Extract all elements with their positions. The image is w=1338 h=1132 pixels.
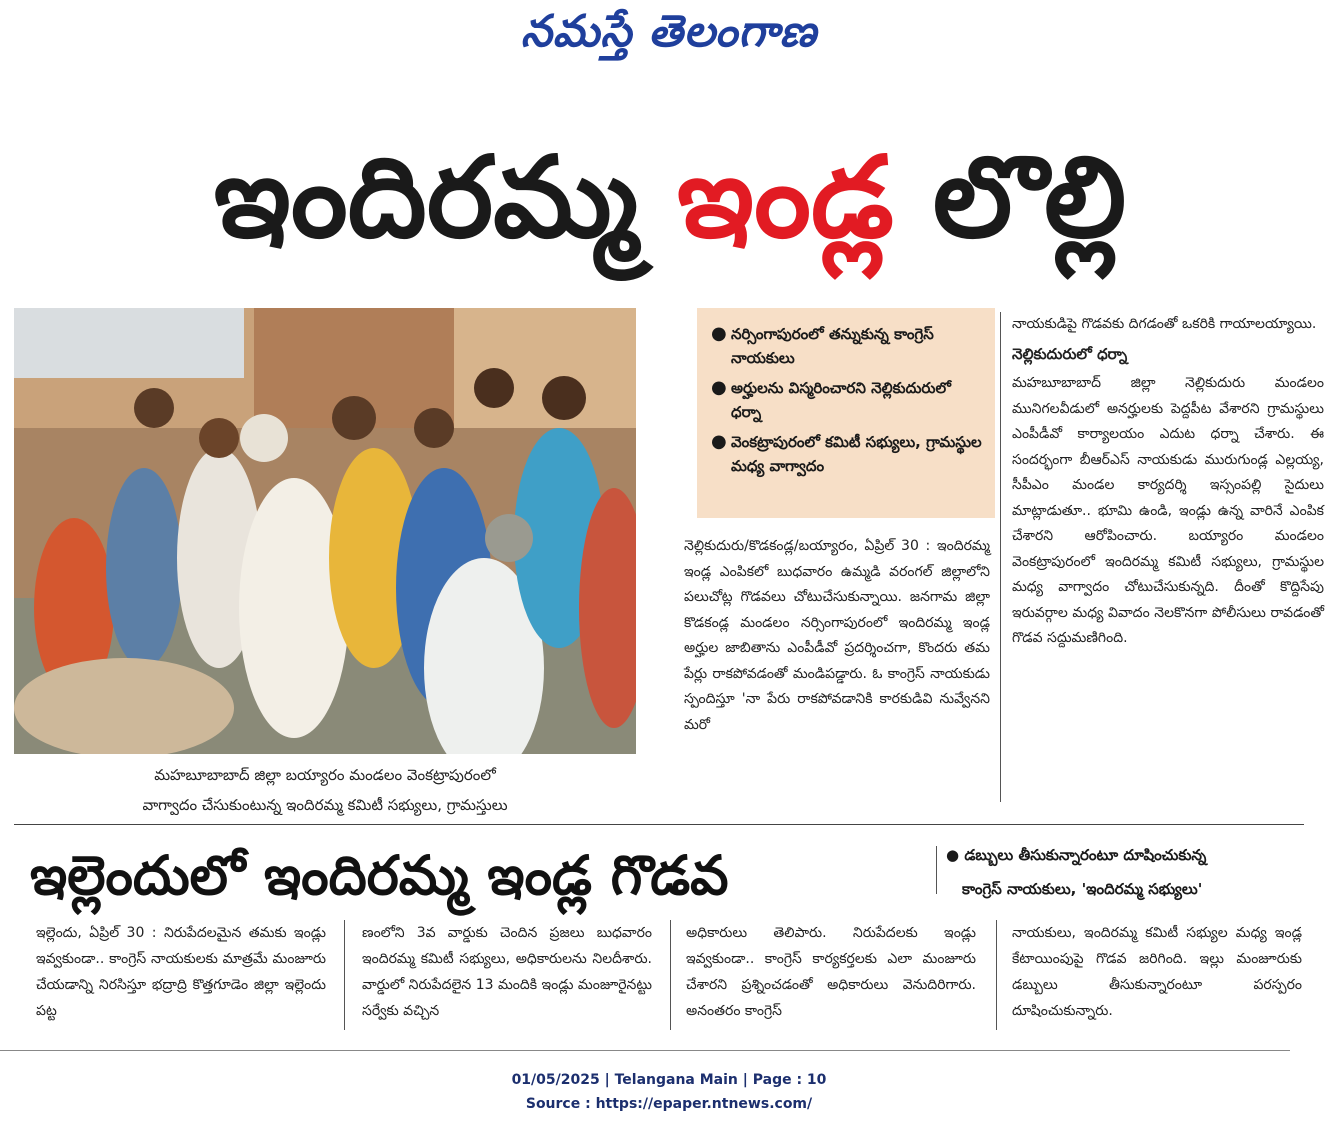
bullet-icon: ● — [711, 323, 727, 344]
bottom-column: నాయకులు, ఇందిరమ్మ కమిటీ సభ్యుల మధ్య ఇండ్ల కేటాయింపుపై గొడవ జరిగింది. ఇల్లు మంజూరుకు డబ్బులు తీసుకున్నారంటూ పరస్పరం దూషించుకున్నారు. — [1012, 925, 1302, 1019]
highlight-item: ● నర్సింగాపురంలో తన్నుకున్న కాంగ్రెస్ నాయకులు — [711, 322, 983, 370]
bullet-icon: ● — [711, 377, 727, 398]
column-divider — [1000, 312, 1001, 802]
footer-source-link[interactable]: Source : https://epaper.ntnews.com/ — [525, 1096, 813, 1112]
column-divider — [996, 920, 997, 1030]
headline-part3: లొల్లి — [893, 133, 1127, 263]
headline-part1: ఇందిరమ్మ — [213, 133, 677, 263]
article-paragraph: మహబూబాబాద్ జిల్లా నెల్లికుదురు మండలం మునిగలవీడులో అనర్హులకు పెద్దపీట వేశారని గ్రామస్థులు ఎంపీడీవో కార్యాలయం ఎదుట ధర్నా చేశారు. ఈ సందర్భంగా బీఆర్‌ఎస్ నాయకుడు మురుగుండ్ల ఎల్లయ్య, సీపీఎం మండల కార్యదర్శి ఇస్సంపల్లి సైదులు మాట్లాడుతూ.. భూమి ఉండి, ఇండ్లు ఉన్న వారినే ఎంపిక చేశారని ఆరోపించారు. బయ్యారం మండలం వెంకట్రాపురంలో ఇందిరమ్మ కమిటీ సభ్యులు, గ్రామస్థుల మధ్య వాగ్వాదం చోటుచేసుకున్నది. దీంతో కొద్దిసేపు ఇరువర్గాల మధ్య వివాదం నెలకొనగా పోలీసులు రావడంతో గొడవ సద్దుమణిగింది. — [1012, 375, 1324, 646]
column-divider — [344, 920, 345, 1030]
bottom-column: అధికారులు తెలిపారు. నిరుపేదలకు ఇండ్లు ఇవ్వకుండా.. కాంగ్రెస్ కార్యకర్తలకు ఎలా మంజూరు చేశారని ప్రశ్నించడంతో అధికారులు వెనుదిరిగారు. అనంతరం కాంగ్రెస్ — [686, 925, 976, 1019]
footer-date-line: 01/05/2025 | Telangana Main | Page : 10 — [511, 1072, 827, 1088]
column-divider — [670, 920, 671, 1030]
sub-highlight-line2: కాంగ్రెస్ నాయకులు, 'ఇందిరమ్మ సభ్యులు' — [962, 880, 1203, 898]
bullet-icon: ● — [711, 431, 727, 452]
section-divider — [14, 824, 1304, 825]
bottom-column: ణంలోని 3వ వార్డుకు చెందిన ప్రజలు బుధవారం ఇందిరమ్మ కమిటీ సభ్యులు, అధికారులను నిలదీశారు. వార్డులో నిరుపేదలైన 13 మందికి ఇండ్లు మంజూరైనట్టు సర్వేకు వచ్చిన — [362, 925, 652, 1019]
crowd-illustration — [14, 308, 636, 754]
caption-line2: వాగ్వాదం చేసుకుంటున్న ఇందిరమ్మ కమిటీ సభ్యులు, గ్రామస్తులు — [142, 796, 508, 814]
sub-highlight-line1: ● డబ్బులు తీసుకున్నారంటూ దూషించుకున్న — [946, 846, 1207, 864]
caption-line1: మహబూబాబాద్ జిల్లా బయ్యారం మండలం వెంకట్రాపురంలో — [154, 766, 496, 784]
headline-divider — [936, 846, 937, 894]
article-paragraph: నాయకుడిపై గొడవకు దిగడంతో ఒకరికి గాయాలయ్యాయి. — [1012, 316, 1317, 332]
subheading: నెల్లికుదురులో ధర్నా — [1012, 344, 1128, 363]
photo-caption — [14, 760, 636, 820]
article-paragraph: నెల్లికుదురు/కొడకండ్ల/బయ్యారం, ఏప్రిల్ 30 : ఇందిరమ్మ ఇండ్ల ఎంపికలో బుధవారం ఉమ్మడి వరంగల్ జిల్లాలోని పలుచోట్ల గొడవలు చోటుచేసుకున్నాయి. జనగామ జిల్లా కొడకండ్ల మండలం నర్సింగాపురంలో ఇందిరమ్మ ఇండ్ల అర్హుల జాబితాను ఎంపీడీవో ప్రదర్శించగా, కొందరు తమ పేర్లు రాకపోవడంతో మండిపడ్డారు. ఓ కాంగ్రెస్ నాయకుడు స్పందిస్తూ 'నా పేరు రాకపోవడానికి కారకుడివి నువ్వేనని మరో — [684, 538, 990, 733]
bullet-icon: ● — [946, 846, 965, 864]
headline — [20, 118, 1320, 278]
highlight-item: ● అర్హులను విస్మరించారని నెల్లికుదురులో ధర్నా — [711, 376, 983, 424]
footer — [0, 1068, 1338, 1116]
article-column-right — [1012, 312, 1324, 652]
highlights-box — [697, 308, 995, 518]
headline-part2: ఇండ్ల — [676, 133, 894, 263]
bottom-column: ఇల్లెందు, ఏప్రిల్ 30 : నిరుపేదలమైన తమకు ఇండ్లు ఇవ్వకుండా.. కాంగ్రెస్ నాయకులకు మాత్రమే మంజూరు చేయడాన్ని నిరసిస్తూ భద్రాద్రి కొత్తగూడెం జిల్లా ఇల్లెందు పట్ట — [36, 925, 326, 1019]
headline-secondary: ఇల్లెందులో ఇందిరమ్మ ఇండ్ల గొడవ — [30, 844, 729, 907]
highlight-item: ● వెంకట్రాపురంలో కమిటీ సభ్యులు, గ్రామస్థుల మధ్య వాగ్వాదం — [711, 430, 983, 478]
sub-highlight — [946, 838, 1326, 906]
news-photo — [14, 308, 636, 754]
article-column-middle — [684, 534, 990, 738]
masthead-logo: నమస్తే తెలంగాణ — [520, 6, 818, 57]
footer-divider — [0, 1050, 1290, 1051]
